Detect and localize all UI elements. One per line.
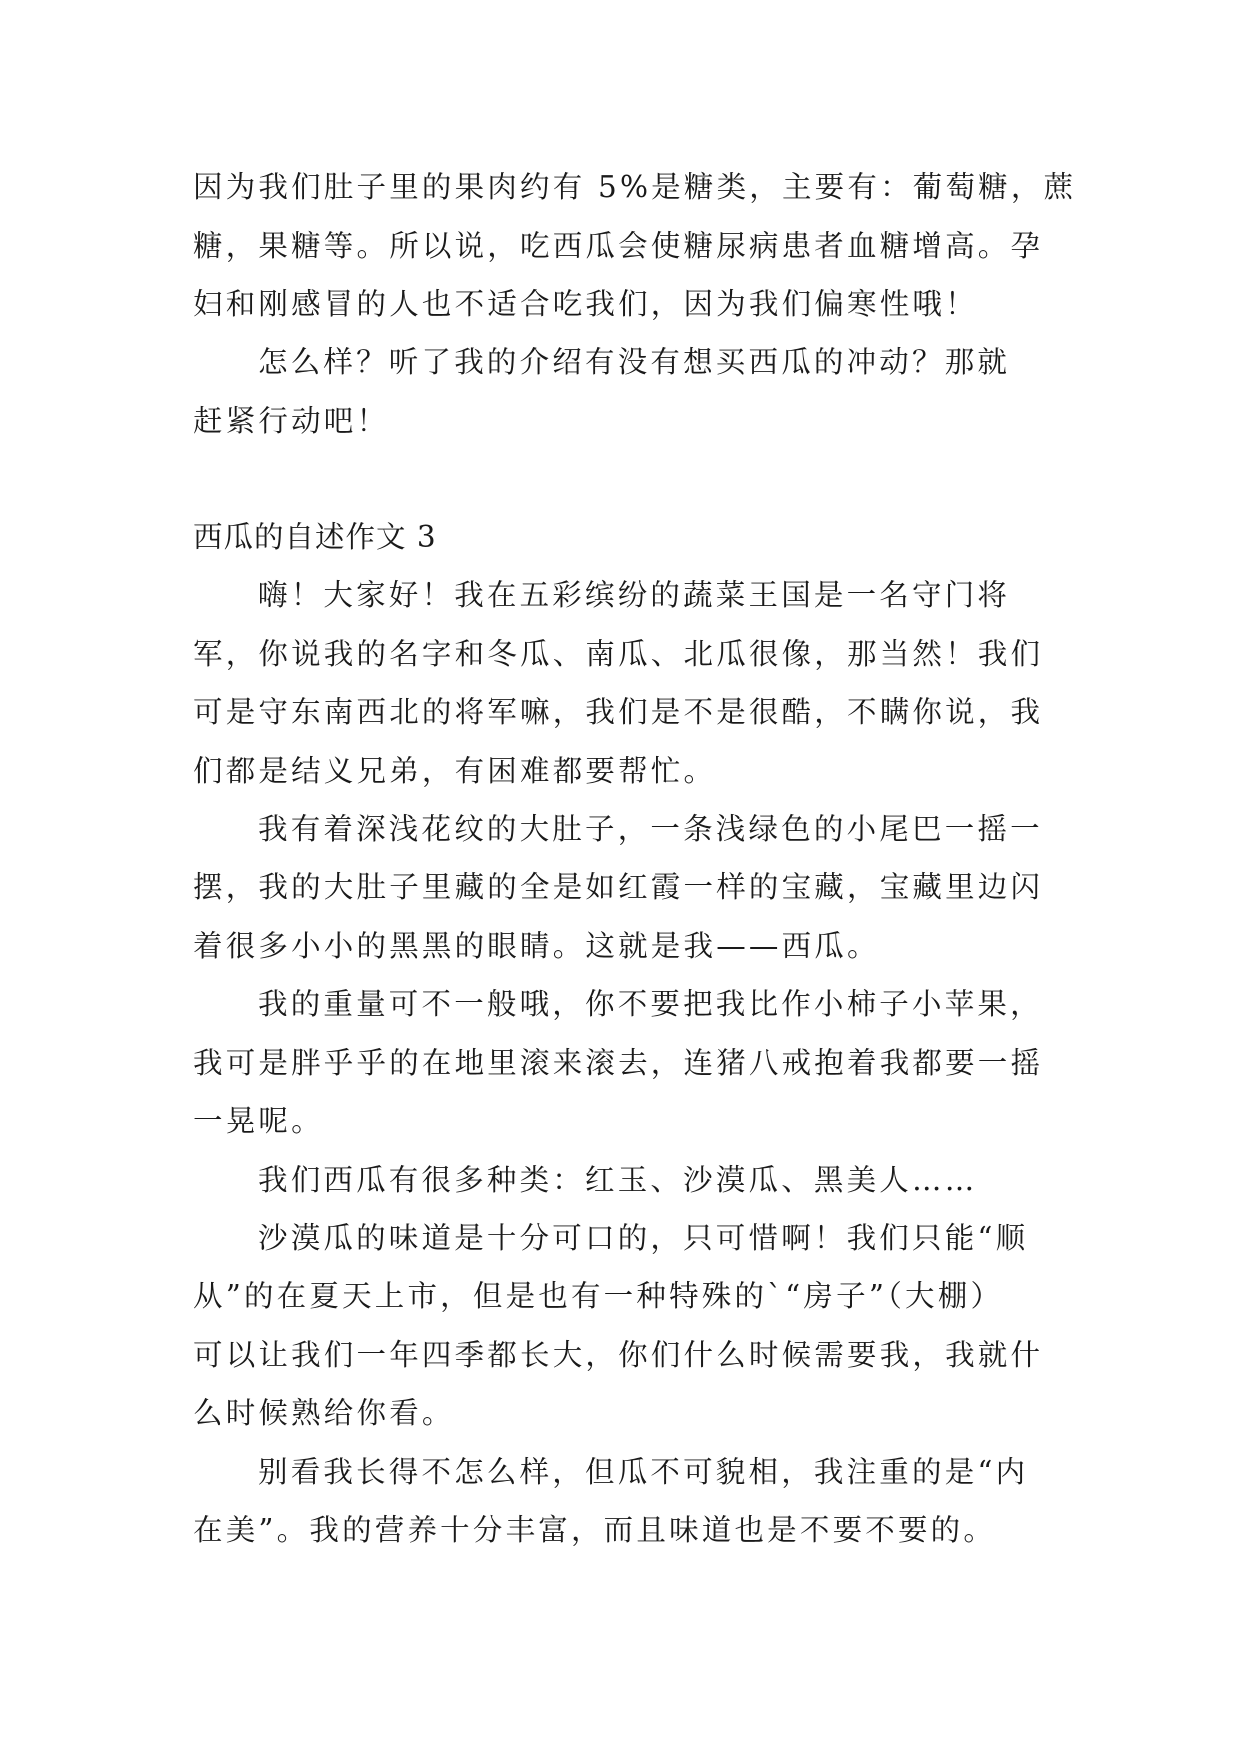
text-line: 可以让我们一年四季都长大，你们什么时候需要我，我就什 xyxy=(193,1338,1044,1372)
text-line: 么时候熟给你看。 xyxy=(193,1396,455,1430)
paragraph-first-line: 嗨！大家好！我在五彩缤纷的蔬菜王国是一名守门将 xyxy=(258,578,1011,612)
paragraph-first-line: 别看我长得不怎么样，但瓜不可貌相，我注重的是“内 xyxy=(258,1455,1029,1489)
text-line: 妇和刚感冒的人也不适合吃我们，因为我们偏寒性哦！ xyxy=(193,287,978,321)
text-line: 从”的在夏天上市，但是也有一种特殊的`“房子”（大棚） xyxy=(193,1279,1004,1313)
text-line: 摆，我的大肚子里藏的全是如红霞一样的宝藏，宝藏里边闪 xyxy=(193,870,1044,904)
paragraph-first-line: 沙漠瓜的味道是十分可口的，只可惜啊！我们只能“顺 xyxy=(258,1221,1029,1255)
paragraph-first-line: 我们西瓜有很多种类：红玉、沙漠瓜、黑美人…… xyxy=(258,1163,978,1197)
paragraph-first-line: 我有着深浅花纹的大肚子，一条浅绿色的小尾巴一摇一 xyxy=(258,812,1043,846)
text-line: 因为我们肚子里的果肉约有 5%是糖类，主要有：葡萄糖，蔗 xyxy=(193,170,1077,204)
text-line: 军，你说我的名字和冬瓜、南瓜、北瓜很像，那当然！我们 xyxy=(193,637,1044,671)
text-line: 赶紧行动吧！ xyxy=(193,404,390,438)
essay-title: 西瓜的自述作文 3 xyxy=(193,520,437,554)
paragraph-first-line: 怎么样？听了我的介绍有没有想买西瓜的冲动？那就 xyxy=(258,345,1011,379)
text-line: 我可是胖乎乎的在地里滚来滚去，连猪八戒抱着我都要一摇 xyxy=(193,1046,1044,1080)
text-line: 一晃呢。 xyxy=(193,1104,324,1138)
text-line: 糖，果糖等。所以说，吃西瓜会使糖尿病患者血糖增高。孕 xyxy=(193,229,1044,263)
paragraph-first-line: 我的重量可不一般哦，你不要把我比作小柿子小苹果， xyxy=(258,987,1043,1021)
text-line: 可是守东南西北的将军嘛，我们是不是很酷，不瞒你说，我 xyxy=(193,695,1044,729)
text-line: 们都是结义兄弟，有困难都要帮忙。 xyxy=(193,754,717,788)
text-line: 着很多小小的黑黑的眼睛。这就是我——西瓜。 xyxy=(193,929,880,963)
text-line: 在美”。我的营养十分丰富，而且味道也是不要不要的。 xyxy=(193,1513,997,1547)
